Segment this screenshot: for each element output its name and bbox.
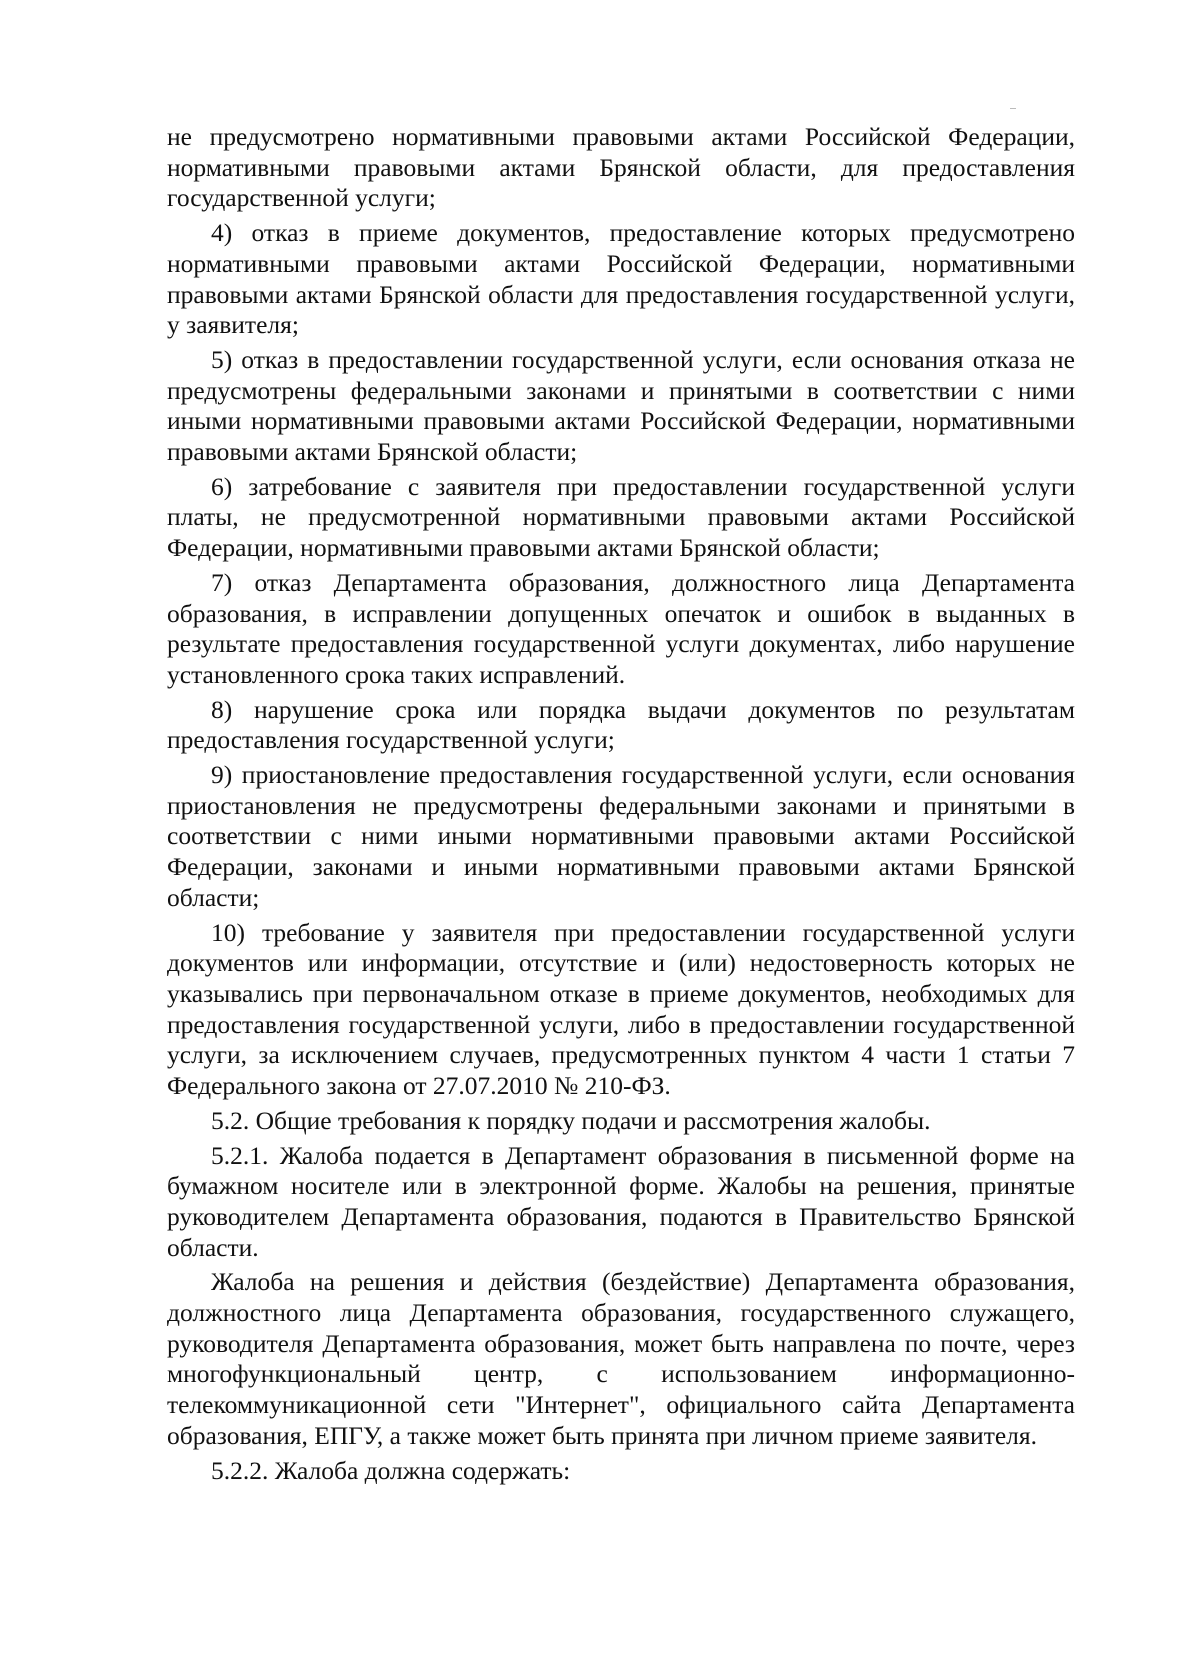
paragraph-item-6: 6) затребование с заявителя при предоставлении государственной услуги платы, не предусмотренной нормативными правовыми актами Российской Федерации, нормативными правовыми актами Брянской области; bbox=[167, 471, 1075, 563]
paragraph-item-4: 4) отказ в приеме документов, предоставление которых предусмотрено нормативными правовыми актами Российской Федерации, нормативными правовыми актами Брянской области для предоставления государственной услуги, у заявителя; bbox=[167, 218, 1075, 340]
paragraph-item-5: 5) отказ в предоставлении государственной услуги, если основания отказа не предусмотрены федеральными законами и принятыми в соответствии с ними иными нормативными правовыми актами Российской Федерации, нормативными правовыми актами Брянской области; bbox=[167, 344, 1075, 467]
paragraph-complaint-channels: Жалоба на решения и действия (бездействие) Департамента образования, должностного лица Департамента образования, государственного служащего, руководителя Департамента образования, может быть направлена по почте, через многофункциональный центр, с использованием информационно-телекоммуникационной сети "Интернет", официального сайта Департамента образования, ЕПГУ, а также может быть принята при личном приеме заявителя. bbox=[167, 1267, 1075, 1450]
document-body bbox=[167, 122, 1075, 1486]
paragraph-item-9: 9) приостановление предоставления государственной услуги, если основания приостановления не предусмотрены федеральными законами и принятыми в соответствии с ними иными нормативными правовыми актами Российской Федерации, законами и иными нормативными правовыми актами Брянской области; bbox=[167, 760, 1075, 912]
scan-mark bbox=[1010, 108, 1016, 109]
paragraph-item-10: 10) требование у заявителя при предоставлении государственной услуги документов или информации, отсутствие и (или) недостоверность которых не указывались при первоначальном отказе в приеме документов, необходимых для предоставления государственной услуги, либо в предоставлении государственной услуги, за исключением случаев, предусмотренных пунктом 4 части 1 статьи 7 Федерального закона от 27.07.2010 № 210-ФЗ. bbox=[167, 917, 1075, 1101]
paragraph-continuation: не предусмотрено нормативными правовыми актами Российской Федерации, нормативными правовыми актами Брянской области, для предоставления государственной услуги; bbox=[167, 122, 1075, 213]
paragraph-section-5-2-2: 5.2.2. Жалоба должна содержать: bbox=[211, 1455, 571, 1485]
paragraph-item-7: 7) отказ Департамента образования, должностного лица Департамента образования, в исправлении допущенных опечаток и ошибок в выданных в результате предоставления государственной услуги документах, либо нарушение установленного срока таких исправлений. bbox=[167, 567, 1075, 689]
paragraph-section-5-2: 5.2. Общие требования к порядку подачи и рассмотрения жалобы. bbox=[211, 1105, 931, 1135]
paragraph-item-8: 8) нарушение срока или порядка выдачи документов по результатам предоставления государственной услуги; bbox=[167, 694, 1075, 755]
paragraph-section-5-2-1: 5.2.1. Жалоба подается в Департамент образования в письменной форме на бумажном носителе или в электронной форме. Жалобы на решения, принятые руководителем Департамента образования, подаются в Правительство Брянской области. bbox=[167, 1140, 1075, 1262]
